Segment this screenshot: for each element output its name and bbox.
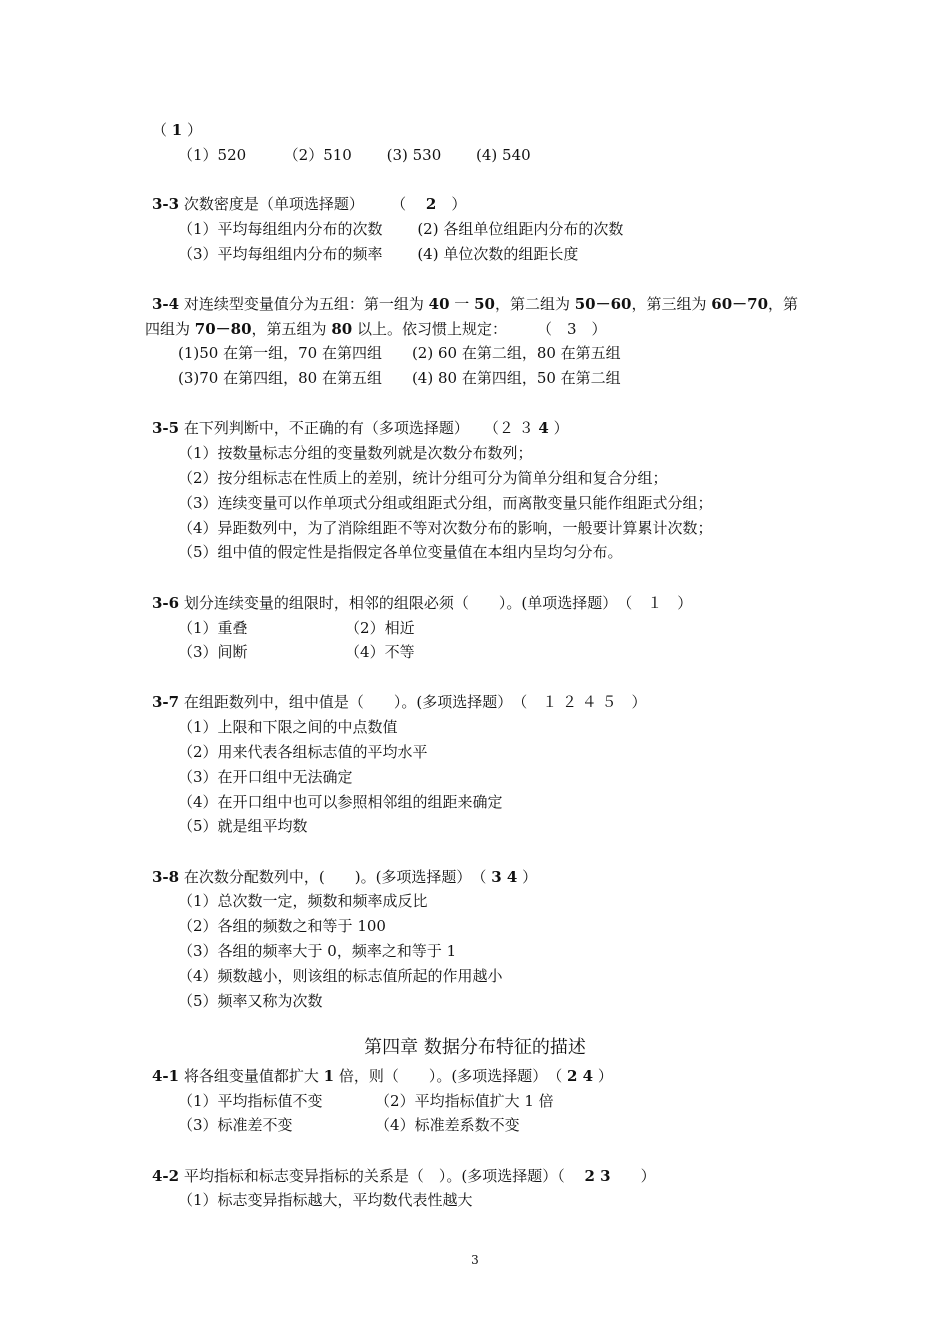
answer-line-3-2: （ 1 ） <box>152 121 202 139</box>
option-line: （1）平均指标值不变 （2）平均指标值扩大 1 倍 <box>178 1092 554 1110</box>
option-line: （5）就是组平均数 <box>178 817 308 835</box>
option-line: （3）平均每组组内分布的频率 (4) 单位次数的组距长度 <box>178 245 579 263</box>
question-3-7: 3-7 在组距数列中，组中值是（ ）。(多项选择题） （ １ ２ ４ ５ ） <box>152 693 647 711</box>
option-line: （3）在开口组中无法确定 <box>178 768 353 786</box>
option-line: （3）标准差不变 （4）标准差系数不变 <box>178 1116 520 1134</box>
question-4-2: 4-2 平均指标和标志变异指标的关系是（ ）。(多项选择题）（ 2 3 ） <box>152 1167 656 1185</box>
option-line: （1）按数量标志分组的变量数列就是次数分布数列； <box>178 444 533 462</box>
question-3-4-cont: 四组为 70－80，第五组为 80 以上。依习惯上规定： （ 3 ） <box>145 320 607 338</box>
option-line: （1）重叠 （2）相近 <box>178 619 415 637</box>
option-line: （2）各组的频数之和等于 100 <box>178 917 386 935</box>
option-line: （4）频数越小，则该组的标志值所起的作用越小 <box>178 967 503 985</box>
option-line: （4）在开口组中也可以参照相邻组的组距来确定 <box>178 793 503 811</box>
option-line: （1）平均每组组内分布的次数 (2) 各组单位组距内分布的次数 <box>178 220 624 238</box>
option-line: (1)50 在第一组，70 在第四组 (2) 60 在第二组，80 在第五组 <box>178 344 621 362</box>
question-3-3: 3-3 次数密度是（单项选择题） （ 2 ） <box>152 195 467 213</box>
option-line: （1）上限和下限之间的中点数值 <box>178 718 398 736</box>
options-3-2: （1）520 （2）510 (3) 530 (4) 540 <box>178 146 531 164</box>
option-line: （2）按分组标志在性质上的差别，统计分组可分为简单分组和复合分组； <box>178 469 668 487</box>
option-line: （5）频率又称为次数 <box>178 992 323 1010</box>
question-3-5: 3-5 在下列判断中，不正确的有（多项选择题） （２ ３ 4 ） <box>152 419 569 437</box>
option-line: (3)70 在第四组，80 在第五组 (4) 80 在第四组，50 在第二组 <box>178 369 621 387</box>
question-4-1: 4-1 将各组变量值都扩大 1 倍，则（ ）。(多项选择题） （ 2 4 ） <box>152 1067 613 1085</box>
chapter-title: 第四章 数据分布特征的描述 <box>364 1037 586 1058</box>
option-line: （3）间断 （4）不等 <box>178 643 415 661</box>
option-line: （2）用来代表各组标志值的平均水平 <box>178 743 428 761</box>
option-line: （1）标志变异指标越大，平均数代表性越大 <box>178 1191 473 1209</box>
option-line: （3）连续变量可以作单项式分组或组距式分组，而离散变量只能作组距式分组； <box>178 494 713 512</box>
option-line: （5）组中值的假定性是指假定各单位变量值在本组内呈均匀分布。 <box>178 543 623 561</box>
page-number: 3 <box>471 1253 479 1267</box>
option-line: （4）异距数列中，为了消除组距不等对次数分布的影响，一般要计算累计次数； <box>178 519 713 537</box>
option-line: （3）各组的频率大于 0，频率之和等于 1 <box>178 942 457 960</box>
question-3-8: 3-8 在次数分配数列中，( )。(多项选择题） （ 3 4 ） <box>152 868 538 886</box>
option-line: （1）总次数一定，频数和频率成反比 <box>178 892 428 910</box>
question-3-4: 3-4 对连续型变量值分为五组：第一组为 40 一 50，第二组为 50－60，第三组为 60－70，第 <box>152 295 799 313</box>
question-3-6: 3-6 划分连续变量的组限时，相邻的组限必须（ ）。(单项选择题） （ １ ） <box>152 594 693 612</box>
